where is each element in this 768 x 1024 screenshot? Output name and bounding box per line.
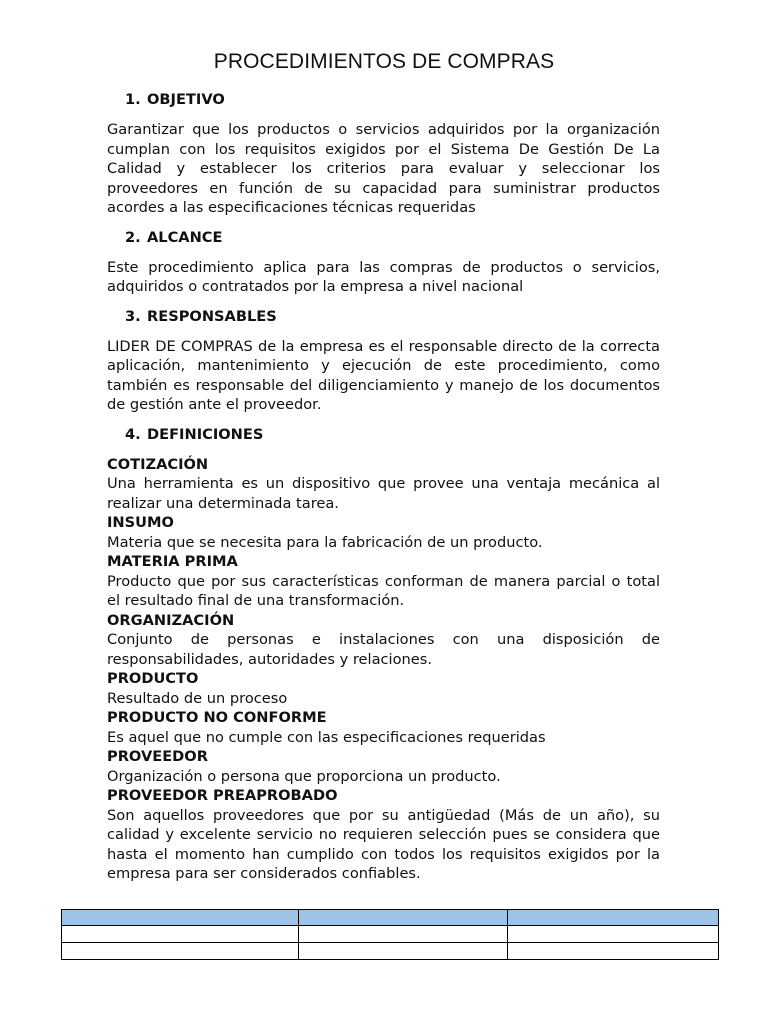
table-row: [62, 943, 719, 960]
table-header-cell: [299, 910, 508, 926]
definition-text: Una herramienta es un dispositivo que provee una ventaja mecánica al realizar una determinada tarea.: [107, 475, 660, 512]
table-header-row: [62, 910, 719, 926]
definition-term: ORGANIZACIÓN: [107, 611, 235, 629]
definition-text: Organización o persona que proporciona un producto.: [107, 767, 501, 785]
definition-text: Resultado de un proceso: [107, 689, 288, 707]
section-title: ALCANCE: [147, 228, 223, 246]
definition-term: PRODUCTO: [107, 670, 199, 687]
table-cell: [299, 943, 508, 960]
definition-text: Materia que se necesita para la fabricación de un producto.: [107, 533, 543, 551]
section-text-responsables: LIDER DE COMPRAS de la empresa es el responsable directo de la correcta aplicación, mantenimiento y ejecución de este procedimiento, como también es responsable del diligenciamiento y manejo de los documentos de gestión ante el proveedor.: [107, 337, 660, 413]
definition-term: PRODUCTO NO CONFORME: [107, 709, 327, 726]
definition-term: PROVEEDOR PREAPROBADO: [107, 787, 338, 804]
section-number: 4.: [125, 425, 141, 443]
definition-term: INSUMO: [107, 514, 174, 531]
section-heading-alcance: [125, 228, 660, 248]
table-cell: [508, 926, 719, 943]
section-heading-objetivo: [125, 90, 660, 110]
definition-term: MATERIA PRIMA: [107, 553, 238, 570]
section-title: OBJETIVO: [147, 91, 225, 108]
table-cell: [62, 926, 299, 943]
document-title: PROCEDIMIENTOS DE COMPRAS: [213, 50, 555, 73]
table-header-cell: [508, 910, 719, 926]
definition-text: Es aquel que no cumple con las especificaciones requeridas: [107, 728, 546, 746]
table-cell: [299, 926, 508, 943]
section-text-objetivo: Garantizar que los productos o servicios adquiridos por la organización cumplan con los requisitos exigidos por el Sistema De Gestión De La Calidad y establecer los criterios para evaluar y seleccionar los proveedores en función de su capacidad para suministrar productos acordes a las especificaciones técnicas requeridas: [107, 121, 660, 216]
section-title: DEFINICIONES: [147, 425, 264, 443]
definitions-list: [107, 455, 660, 884]
document-body: [107, 90, 660, 884]
table-cell: [508, 943, 719, 960]
section-heading-responsables: [125, 307, 660, 327]
document-table: [61, 909, 719, 960]
section-number: 1.: [125, 91, 141, 108]
section-number: 3.: [125, 307, 141, 325]
table-row: [62, 926, 719, 943]
section-text-alcance: Este procedimiento aplica para las compras de productos o servicios, adquiridos o contratados por la empresa a nivel nacional: [107, 258, 660, 295]
section-title: RESPONSABLES: [147, 307, 277, 325]
table-cell: [62, 943, 299, 960]
table-header-cell: [62, 910, 299, 926]
definition-text: Conjunto de personas e instalaciones con una disposición de responsabilidades, autoridades y relaciones.: [107, 631, 660, 668]
section-heading-definiciones: [125, 425, 660, 445]
definition-text: Son aquellos proveedores que por su antigüedad (Más de un año), su calidad y excelente servicio no requieren selección pues se considera que hasta el momento han cumplido con todos los requisitos exigidos por la empresa para ser considerados confiables.: [107, 806, 660, 882]
definition-term: COTIZACIÓN: [107, 455, 209, 473]
definition-term: PROVEEDOR: [107, 748, 208, 765]
definition-text: Producto que por sus características conforman de manera parcial o total el resultado final de una transformación.: [107, 572, 660, 609]
section-number: 2.: [125, 228, 141, 246]
